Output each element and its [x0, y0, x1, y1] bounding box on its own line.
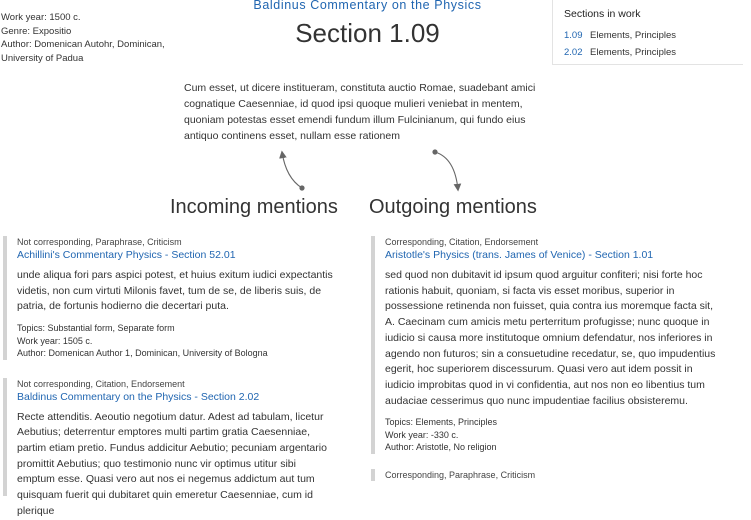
section-topics: Elements, Principles — [590, 47, 677, 58]
section-list-item[interactable] — [564, 47, 676, 58]
mention-year: Work year: -330 c. — [385, 429, 459, 440]
work-metadata — [1, 11, 181, 65]
mention-section[interactable]: Section 2.02 — [200, 390, 260, 403]
page-title: Section 1.09 — [295, 18, 440, 48]
mention-author: Author: Aristotle, No religion — [385, 442, 497, 453]
mention-tags: Not corresponding, Citation, Endorsement — [17, 378, 185, 389]
series-title-link[interactable]: Baldinus Commentary on the Physics — [253, 0, 482, 12]
mention-card — [3, 378, 336, 517]
section-topics: Elements, Principles — [590, 30, 677, 41]
mention-section[interactable]: Section 1.01 — [594, 249, 654, 261]
incoming-arrow-icon — [282, 152, 305, 191]
section-number-link[interactable]: 2.02 — [564, 47, 583, 58]
mention-source-link[interactable]: Aristotle's Physics (trans. James of Venice) - Section 1.01 — [385, 249, 654, 261]
mention-section[interactable]: Section 52.01 — [171, 249, 236, 261]
work-genre: Genre: Expositio — [1, 25, 72, 37]
mention-tags: Corresponding, Paraphrase, Criticism — [385, 469, 536, 480]
incoming-mentions-heading: Incoming mentions — [170, 196, 338, 218]
mention-info — [17, 322, 336, 360]
incoming-mentions-list — [3, 236, 336, 517]
mention-topics: Topics: Elements, Principles — [385, 417, 498, 428]
mention-source[interactable]: Achillini's Commentary Physics — [17, 249, 162, 261]
mention-source-link[interactable]: Achillini's Commentary Physics - Section 52.01 — [17, 249, 236, 261]
page-header — [180, 0, 555, 48]
mention-author: Author: Domenican Author 1, Dominican, University of Bologna — [17, 348, 268, 359]
work-year: Work year: 1500 c. — [1, 12, 81, 23]
work-author: Author: Domenican Autohr, Dominican, — [1, 39, 165, 50]
mention-source[interactable]: Aristotle's Physics (trans. James of Venice) — [385, 249, 586, 261]
mention-arrows — [270, 140, 470, 196]
mention-card — [3, 236, 336, 360]
section-excerpt: Cum esset, ut dicere institueram, constituta auctio Romae, suadebant amici cognatique Caesenniae, id quod ipsi quoque mulieri veniebat in mentem, quoniam potestas esset emendi fundum illum Fulcinianum, qui fundo eius antiquo continens esset, nullam esse rationem — [184, 82, 536, 142]
outgoing-mentions-list — [371, 236, 725, 481]
outgoing-arrow-icon — [432, 149, 458, 190]
work-author-affiliation: University of Padua — [1, 52, 84, 64]
mention-card — [371, 469, 725, 481]
mention-topics: Topics: Substantial form, Separate form — [17, 323, 175, 334]
mention-text: unde aliqua fori pars aspici potest, et huius exitum iudici expectantis videtis, non cum virtuti Milonis favet, tum de se, de liberis suis, de patria, de fortunis hodierno die decertari puta. — [17, 269, 333, 313]
mention-source-link[interactable]: Baldinus Commentary on the Physics - Section 2.02 — [17, 390, 260, 403]
mention-year: Work year: 1505 c. — [17, 335, 93, 346]
outgoing-mentions-heading: Outgoing mentions — [369, 196, 537, 218]
mention-card — [371, 236, 725, 454]
sections-in-work-panel — [552, 0, 743, 65]
mention-text: sed quod non dubitavit id ipsum quod arguitur confiteri; nisi forte hoc rationis habuit, quoniam, si facta vis esset moribus, superior in possessione retinenda non fuisset, quia contra ius moremque facta sit, A. Caecinam cum amicis metu perterritum profugisse; nunc quoque in iudicio si causa more institutoque omnium defendatur, nos inferiores in agendo non futuros; sin a consuetudine recedatur, se, quo impudentius egerit, hoc superiorem discessurum. Quasi vero aut idem possit in iudicio improbitas quod in vi confidentia, aut nos non eo libentius tum audaciae cesserimus quo nunc impudentiae facilius obsisteremu. — [385, 269, 716, 407]
mention-text: Recte attenditis. Aeoutio negotium datur. Adest ad tabulam, licetur Aebutius; deterrentur emptores multi partim gratia Caesenniae, partim etiam pretio. Fundus addicitur Aebutio; pecuniam argentario promittit Aebutius; quo testimonio nunc vir optimus utitur sibi emptum esse. Quasi vero aut nos ei negemus addictum aut tum quisquam fuerit qui dubitaret quin emeretur Caesenniae, cum id plerique — [17, 410, 327, 517]
mention-tags: Corresponding, Citation, Endorsement — [385, 237, 539, 247]
section-list-item[interactable] — [564, 30, 676, 41]
section-number-link[interactable]: 1.09 — [564, 30, 583, 41]
sections-in-work-title: Sections in work — [564, 8, 641, 20]
mention-source[interactable]: Baldinus Commentary on the Physics — [17, 390, 192, 403]
mention-info — [385, 416, 725, 454]
mention-tags: Not corresponding, Paraphrase, Criticism — [17, 237, 182, 247]
